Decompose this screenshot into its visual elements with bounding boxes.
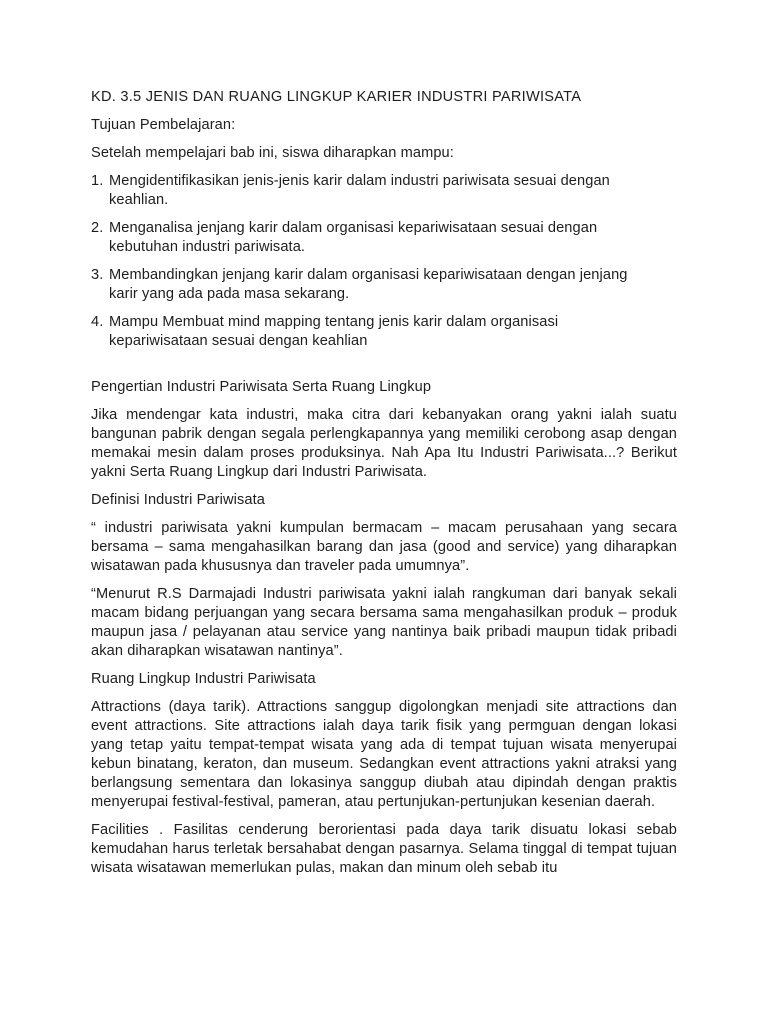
list-item-number: 1. [91,173,104,189]
paragraph-attractions: Attractions (daya tarik). Attractions sanggup digolongkan menjadi site attractions dan event attractions. Site attractions ialah daya tarik fisik yang permguan dengan lokasi yang tetap yaitu tempat-tempat wisata yang ada di tempat tujuan wisata menyerupai kebun binatang, keraton, dan museum. Sedangkan event attractions yakni atraksi yang berlangsung sementara dan lokasinya sanggup diubah atau dipindah dengan praktis menyerupai festival-festival, pameran, atau pertunjukan-pertunjukan kesenian daerah. [91,699,677,810]
objectives-list [91,172,677,351]
section-heading-pengertian: Pengertian Industri Pariwisata Serta Ruang Lingkup [91,379,432,395]
list-item-text: Mengidentifikasikan jenis-jenis karir dalam industri pariwisata sesuai dengan keahlian. [109,173,610,208]
list-item [91,219,677,257]
list-item [91,266,677,304]
list-item-number: 3. [91,267,104,283]
paragraph-pengertian: Jika mendengar kata industri, maka citra dari kebanyakan orang yakni ialah suatu bangunan pabrik dengan segala perlengkapannya yang memiliki cerobong asap dengan memakai mesin dalam proses produksinya. Nah Apa Itu Industri Pariwisata...? Berikut yakni Serta Ruang Lingkup dari Industri Pariwisata. [91,407,677,480]
document-title: KD. 3.5 JENIS DAN RUANG LINGKUP KARIER INDUSTRI PARIWISATA [91,89,582,105]
section-heading-ruang-lingkup: Ruang Lingkup Industri Pariwisata [91,671,316,687]
document-body [91,87,677,887]
intro-text: Setelah mempelajari bab ini, siswa diharapkan mampu: [91,145,454,161]
list-item-number: 4. [91,314,104,330]
section-heading-definisi: Definisi Industri Pariwisata [91,492,265,508]
list-item [91,172,677,210]
quote-definition-2: “Menurut R.S Darmajadi Industri pariwisata yakni ialah rangkuman dari banyak sekali macam bidang perjuangan yang secara bersama sama mengahasilkan produk – produk maupun jasa / pelayanan atau service yang nantinya baik pribadi maupun tidak pribadi akan diharapkan wisatawan nantinya”. [91,586,677,659]
tujuan-heading: Tujuan Pembelajaran: [91,117,236,133]
section-spacer [91,360,677,378]
list-item-text: Membandingkan jenjang karir dalam organisasi kepariwisataan dengan jenjang karir yang ada pada masa sekarang. [109,267,628,302]
list-item-text: Mampu Membuat mind mapping tentang jenis karir dalam organisasi kepariwisataan sesuai dengan keahlian [109,314,559,349]
paragraph-facilities: Facilities . Fasilitas cenderung berorientasi pada daya tarik disuatu lokasi sebab kemudahan harus terletak bersahabat dengan pasarnya. Selama tinggal di tempat tujuan wisata wisatawan memerlukan pulas, makan dan minum oleh sebab itu [91,822,677,876]
list-item [91,313,677,351]
list-item-number: 2. [91,220,104,236]
quote-definition-1: “ industri pariwisata yakni kumpulan bermacam – macam perusahaan yang secara bersama – sama mengahasilkan barang dan jasa (good and service) yang diharapkan wisatawan pada khususnya dan traveler pada umumnya”. [91,520,677,574]
list-item-text: Menganalisa jenjang karir dalam organisasi kepariwisataan sesuai dengan kebutuhan industri pariwisata. [109,220,598,255]
